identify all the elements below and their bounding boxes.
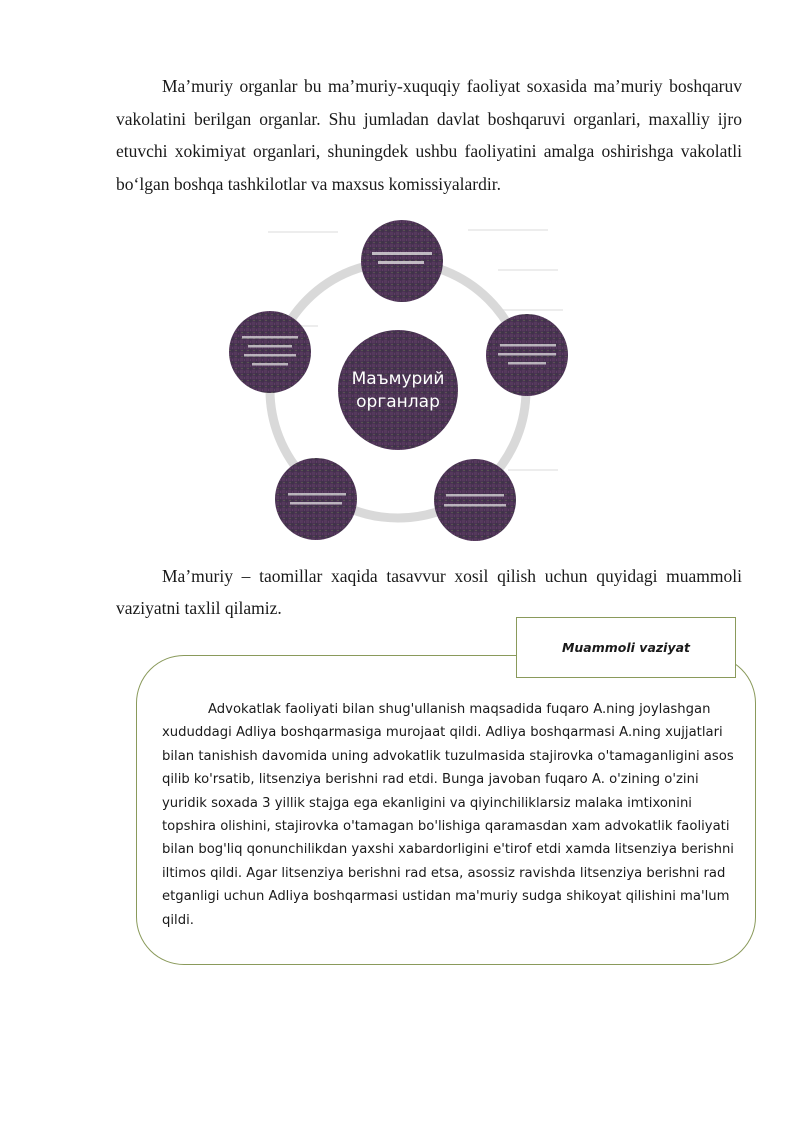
outer-node-bottom-right [434,459,516,541]
transition-paragraph: Ma’muriy – taomillar xaqida tasavvur xosil qilish uchun quyidagi muammoli vaziyatni taxlil qilamiz. [116,566,742,618]
problem-situation-text: Advokatlak faoliyati bilan shug'ullanish maqsadida fuqaro A.ning joylashgan xududdagi Adliya boshqarmasiga murojaat qildi. Adliya boshqarmasi A.ning xujjatlari bilan tanishish davomida uning advokatlik tuzulmasida stajirovka o'tamaganligini asos qilib ko'rsatib, litsenziya berishni rad etdi. Bunga javoban fuqaro A. o'zining o'zini yuridik soxada 3 yillik stajga ega ekanligini va qiyinchiliklarsiz malaka imtixonini topshira olishini, stajirovka o'tamagan bo'lishiga qaramasdan xam advokatlik faoliyati bilan bog'liq qonunchilikdan yaxshi xabardorligini e'tirof etdi xamda litsenziya berishni iltimos qildi. Agar litsenziya berishni rad etsa, asossiz ravishda litsenziya berishni rad etganligi uchun Adliya boshqarmasi ustidan ma'muriy sudga shikoyat qilishini ma'lum qildi. [162,702,734,928]
center-node [338,330,458,450]
administrative-bodies-diagram [228,214,568,550]
problem-situation-tab [516,617,736,678]
center-label-line2: органлар [356,392,440,412]
outer-node-right [486,314,568,396]
outer-node-bottom-left [275,458,357,540]
outer-node-top [361,220,443,302]
intro-paragraph: Ma’muriy organlar bu ma’muriy-xuquqiy faoliyat soxasida ma’muriy boshqaruv vakolatini berilgan organlar. Shu jumladan davlat boshqaruvi organlari, maxalliy ijro etuvchi xokimiyat organlari, shuningdek ushbu faoliyatini amalga oshirishga vakolatli bo‘lgan boshqa tashkilotlar va maxsus komissiyalardir. [116,76,742,194]
center-label-line1: Маъмурий [351,369,445,389]
problem-situation-title: Muammoli vaziyat [561,640,691,655]
outer-node-left [229,311,311,393]
